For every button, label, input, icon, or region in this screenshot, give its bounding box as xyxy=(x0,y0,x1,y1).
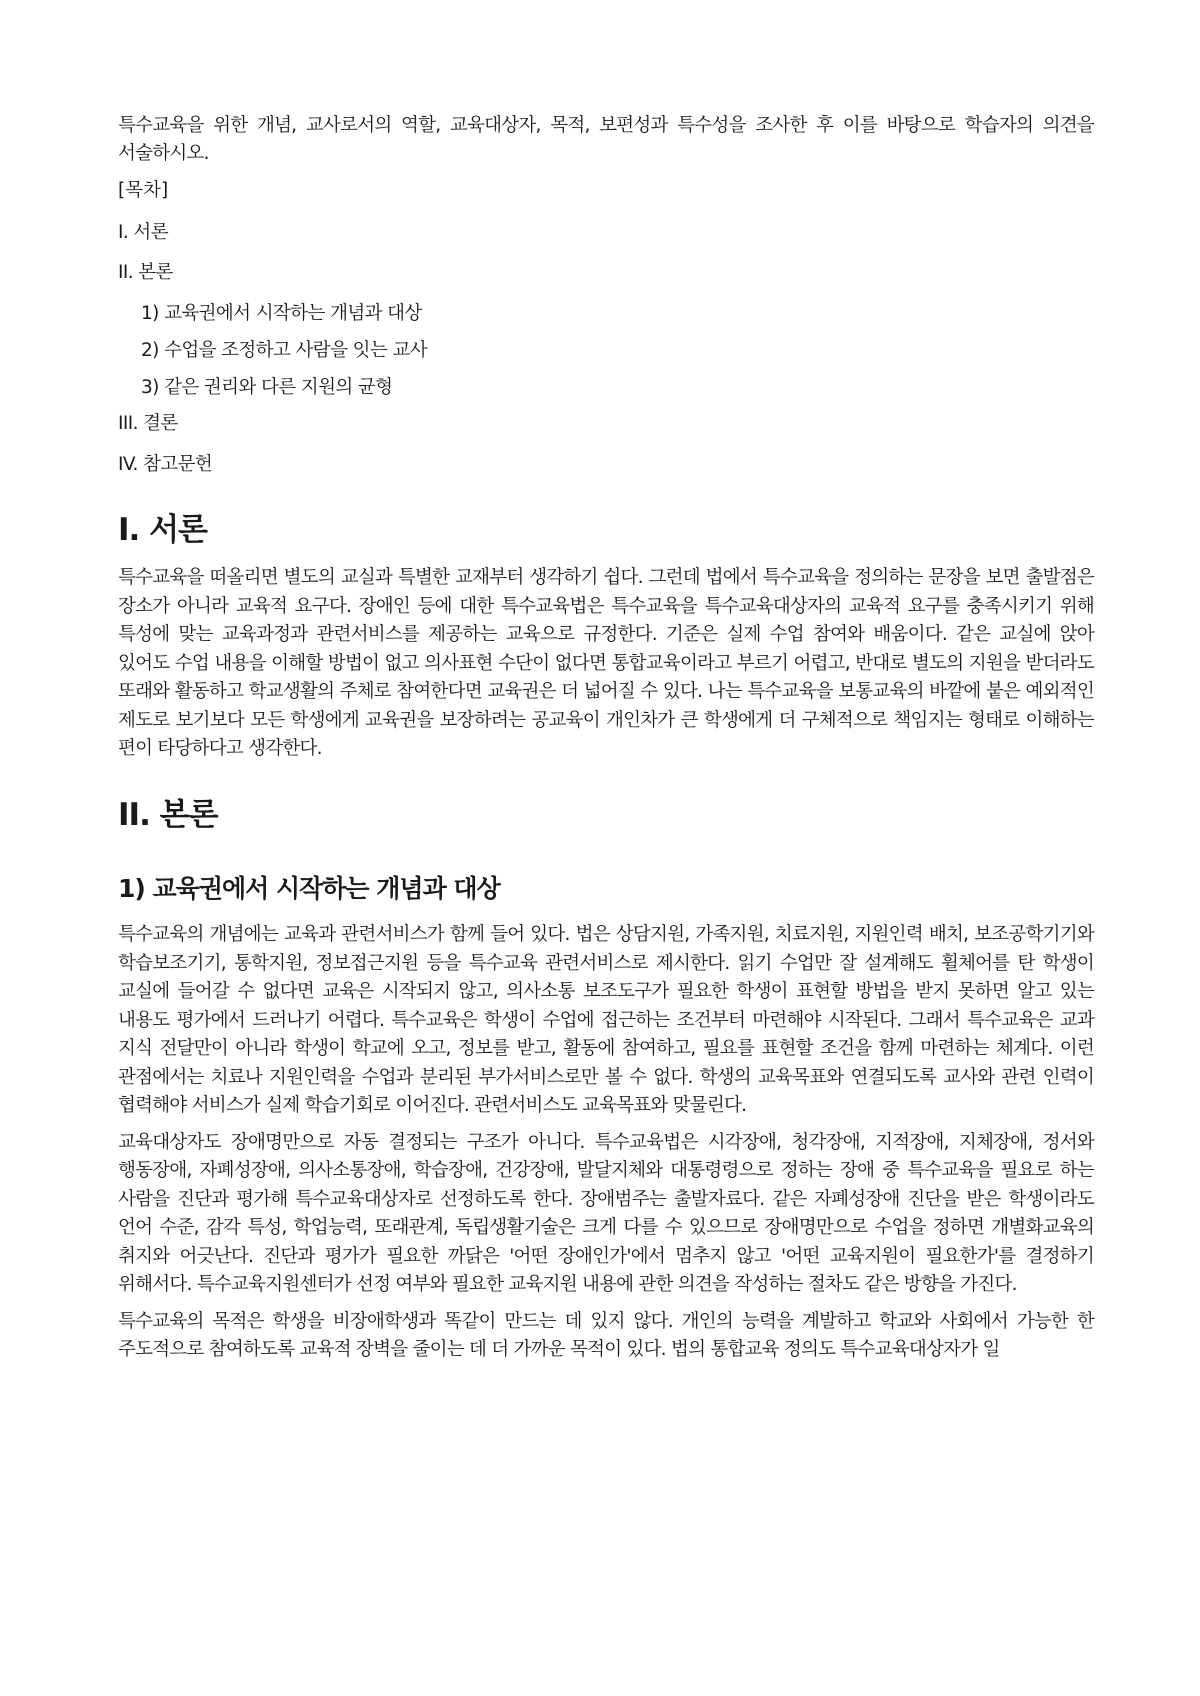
toc-item-body-sub2: 2) 수업을 조정하고 사람을 잇는 교사 xyxy=(141,339,427,361)
toc-heading: [목차] xyxy=(118,179,169,201)
intro-paragraph: 특수교육을 떠올리면 별도의 교실과 특별한 교재부터 생각하기 쉽다. 그런데 법에서 특수교육을 정의하는 문장을 보면 출발점은 장소가 아니라 교육적 요구다. 장애인 등에 대한 특수교육법은 특수교육을 특수교육대상자의 교육적 요구를 충족시키기 위해 특성에 맞는 교육과정과 관련서비스를 제공하는 교육으로 규정한다. 기준은 실제 수업 참여와 배움이다. 같은 교실에 앉아 있어도 수업 내용을 이해할 방법이 없고 의사표현 수단이 없다면 통합교육이라고 부르기 어렵고, 반대로 별도의 지원을 받더라도 또래와 활동하고 학교생활의 주체로 참여한다면 교육권은 더 넓어질 수 있다. 나는 특수교육을 보통교육의 바깥에 붙은 예외적인 제도로 보기보다 모든 학생에게 교육권을 보장하려는 공교육이 개인차가 큰 학생에게 더 구체적으로 책임지는 형태로 이해하는 편이 타당하다고 생각한다. xyxy=(118,567,1094,760)
toc-item-intro: I. 서론 xyxy=(118,221,168,243)
body-paragraph-2: 교육대상자도 장애명만으로 자동 결정되는 구조가 아니다. 특수교육법은 시각장애, 청각장애, 지적장애, 지체장애, 정서와 행동장애, 자폐성장애, 의사소통장애, 학습장애, 건강장애, 발달지체와 대통령령으로 정하는 장애 중 특수교육을 필요로 하는 사람을 진단과 평가해 특수교육대상자로 선정하도록 한다. 장애범주는 출발자료다. 같은 자폐성장애 진단을 받은 학생이라도 언어 수준, 감각 특성, 학업능력, 또래관계, 독립생활기술은 크게 다를 수 있으므로 장애명만으로 수업을 정하면 개별화교육의 취지와 어긋난다. 진단과 평가가 필요한 까닭은 '어떤 장애인가'에서 멈추지 않고 '어떤 교육지원이 필요한가'를 결정하기 위해서다. 특수교육지원센터가 선정 여부와 필요한 교육지원 내용에 관한 의견을 작성하는 절차도 같은 방향을 가진다. xyxy=(118,1131,1094,1296)
toc-item-conclusion: III. 결론 xyxy=(118,413,178,435)
body-paragraph-1: 특수교육의 개념에는 교육과 관련서비스가 함께 들어 있다. 법은 상담지원, 가족지원, 치료지원, 지원인력 배치, 보조공학기기와 학습보조기기, 통학지원, 정보접근지원 등을 특수교육 관련서비스로 제시한다. 읽기 수업만 잘 설계해도 휠체어를 탄 학생이 교실에 들어갈 수 없다면 교육은 시작되지 않고, 의사소통 보조도구가 필요한 학생이 표현할 방법을 받지 못하면 알고 있는 내용도 평가에서 드러나기 어렵다. 특수교육은 학생이 수업에 접근하는 조건부터 마련해야 시작된다. 그래서 특수교육은 교과 지식 전달만이 아니라 학생이 학교에 오고, 정보를 받고, 활동에 참여하고, 필요를 표현할 조건을 함께 마련하는 체계다. 이런 관점에서는 치료나 지원인력을 수업과 분리된 부가서비스로만 볼 수 없다. 학생의 교육목표와 연결되도록 교사와 관련 인력이 협력해야 서비스가 실제 학습기회로 이어진다. 관련서비스도 교육목표와 맞물린다. xyxy=(118,924,1094,1117)
section-title-intro: I. 서론 xyxy=(118,511,207,548)
toc-item-body-sub1: 1) 교육권에서 시작하는 개념과 대상 xyxy=(141,303,422,325)
section-title-body: II. 본론 xyxy=(118,796,218,833)
toc-item-body: II. 본론 xyxy=(118,262,173,284)
toc-item-references: IV. 참고문헌 xyxy=(118,454,213,476)
table-of-contents xyxy=(118,177,1094,479)
subsection-title-1: 1) 교육권에서 시작하는 개념과 대상 xyxy=(118,873,500,903)
toc-item-body-sub3: 3) 같은 권리와 다른 지원의 균형 xyxy=(141,376,393,398)
assignment-prompt: 특수교육을 위한 개념, 교사로서의 역할, 교육대상자, 목적, 보편성과 특수성을 조사한 후 이를 바탕으로 학습자의 의견을 서술하시오. xyxy=(118,115,1094,165)
toc-list xyxy=(118,219,1094,479)
body-paragraph-3: 특수교육의 목적은 학생을 비장애학생과 똑같이 만드는 데 있지 않다. 개인의 능력을 계발하고 학교와 사회에서 가능한 한 주도적으로 참여하도록 교육적 장벽을 줄이는 데 더 가까운 목적이 있다. 법의 통합교육 정의도 특수교육대상자가 일 xyxy=(118,1310,1094,1361)
